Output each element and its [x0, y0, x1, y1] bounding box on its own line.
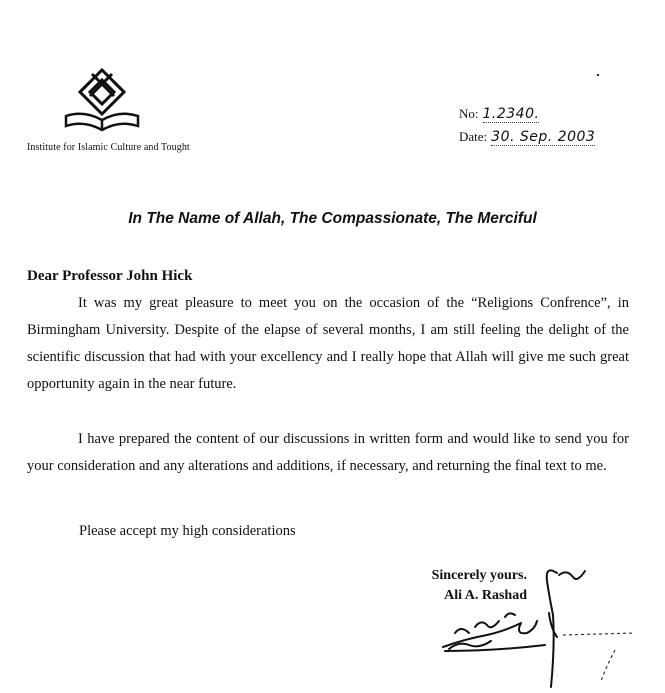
reference-date-label: Date: — [459, 129, 488, 144]
body-paragraph-2: I have prepared the content of our discussions in written form and would like to send you for your consideration and any alterations and additions, if necessary, and returning the final text to me. — [27, 431, 629, 474]
reference-date-value: 30. Sep. 2003 — [491, 129, 596, 145]
scan-speck — [597, 74, 599, 76]
reference-number-row — [459, 106, 595, 129]
valediction: Sincerely yours. — [431, 568, 527, 583]
body-paragraph-1: It was my great pleasure to meet you on the occasion of the “Religions Confrence”, in Birmingham University. Despite of the elapse of several months, I am still feeling the delight of the scientific discussion that had with your excellency and I really hope that Allah will give me such great opportunity again in the near future. — [27, 295, 629, 392]
signatory-name: Ali A. Rashad — [444, 588, 527, 603]
invocation-heading: In The Name of Allah, The Compassionate, The Merciful — [128, 210, 537, 227]
closing-line: Please accept my high considerations — [79, 523, 296, 539]
salutation: Dear Professor John Hick — [27, 268, 193, 284]
handwritten-signature — [435, 555, 645, 693]
reference-number-label: No: — [459, 106, 479, 121]
reference-date-row — [459, 129, 595, 152]
institute-logo — [62, 66, 142, 138]
reference-block — [459, 106, 595, 152]
institute-name: Institute for Islamic Culture and Tought — [27, 142, 190, 153]
reference-number-value: 1.2340. — [482, 106, 540, 122]
